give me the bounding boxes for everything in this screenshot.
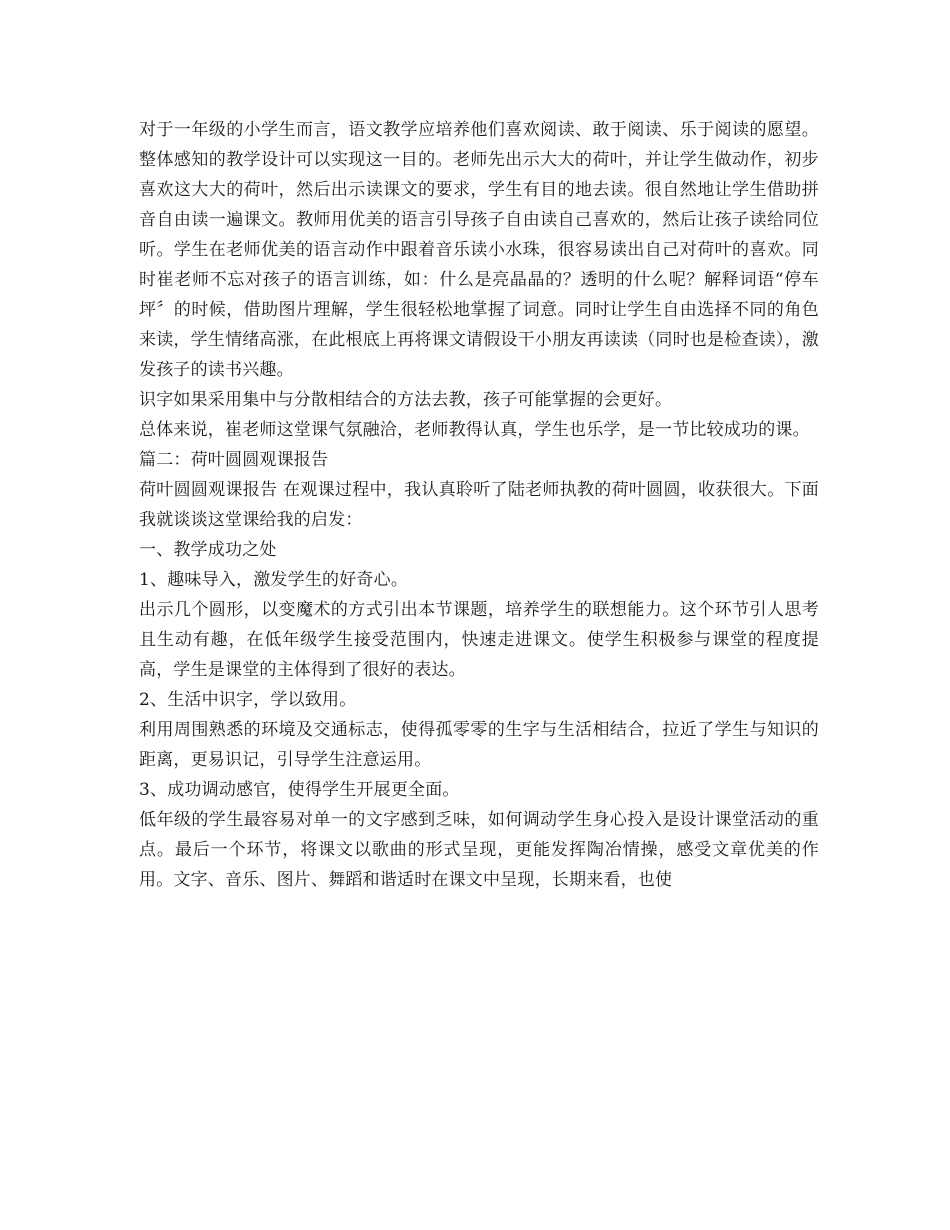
paragraph-literacy-method: 识字如果采用集中与分散相结合的方法去教，孩子可能掌握的会更好。 bbox=[139, 390, 673, 410]
paragraph-summary: 总体来说，崔老师这堂课气氛融洽，老师教得认真，学生也乐学，是一节比较成功的课。 bbox=[139, 420, 810, 440]
list-item-heading-3: 3、成功调动感官，使得学生开展更全面。 bbox=[139, 780, 460, 800]
paragraph-item-3: 低年级的学生最容易对单一的文字感到乏味，如何调动学生身心投入是设计课堂活动的重点。最后一个环节，将课文以歌曲的形式呈现，更能发挥陶冶情操，感受文章优美的作用。文字、音乐、图片、舞蹈和谐适时在课文中呈现，长期来看，也使 bbox=[139, 810, 819, 890]
paragraph-item-1: 出示几个圆形，以变魔术的方式引出本节课题，培养学生的联想能力。这个环节引人思考且生动有趣，在低年级学生接受范围内，快速走进课文。使学生积极参与课堂的程度提高，学生是课堂的主体得到了很好的表达。 bbox=[139, 600, 819, 680]
paragraph-reading-interest: 对于一年级的小学生而言，语文教学应培养他们喜欢阅读、敢于阅读、乐于阅读的愿望。整体感知的教学设计可以实现这一目的。老师先出示大大的荷叶，并让学生做动作，初步喜欢这大大的荷叶，然后出示读课文的要求，学生有目的地去读。很自然地让学生借助拼音自由读一遍课文。教师用优美的语言引导孩子自由读自己喜欢的，然后让孩子读给同位听。学生在老师优美的语言动作中跟着音乐读小水珠，很容易读出自己对荷叶的喜欢。同时崔老师不忘对孩子的语言训练，如：什么是亮晶晶的？透明的什么呢？解释词语“停车坪〞的时候，借助图片理解，学生很轻松地掌握了词意。同时让学生自由选择不同的角色来读，学生情绪高涨，在此根底上再将课文请假设干小朋友再读读（同时也是检查读），激发孩子的读书兴趣。 bbox=[139, 120, 819, 380]
section-heading-part-two: 篇二：荷叶圆圆观课报告 bbox=[139, 450, 329, 470]
list-item-heading-2: 2、生活中识字，学以致用。 bbox=[139, 690, 357, 710]
document-body bbox=[139, 115, 819, 895]
subheading-teaching-success: 一、教学成功之处 bbox=[139, 540, 277, 560]
paragraph-item-2: 利用周围熟悉的环境及交通标志，使得孤零零的生字与生活相结合，拉近了学生与知识的距离，更易识记，引导学生注意运用。 bbox=[139, 720, 819, 770]
paragraph-report-intro: 荷叶圆圆观课报告 在观课过程中，我认真聆听了陆老师执教的荷叶圆圆，收获很大。下面我就谈谈这堂课给我的启发： bbox=[139, 480, 819, 530]
list-item-heading-1: 1、趣味导入，激发学生的好奇心。 bbox=[139, 570, 409, 590]
